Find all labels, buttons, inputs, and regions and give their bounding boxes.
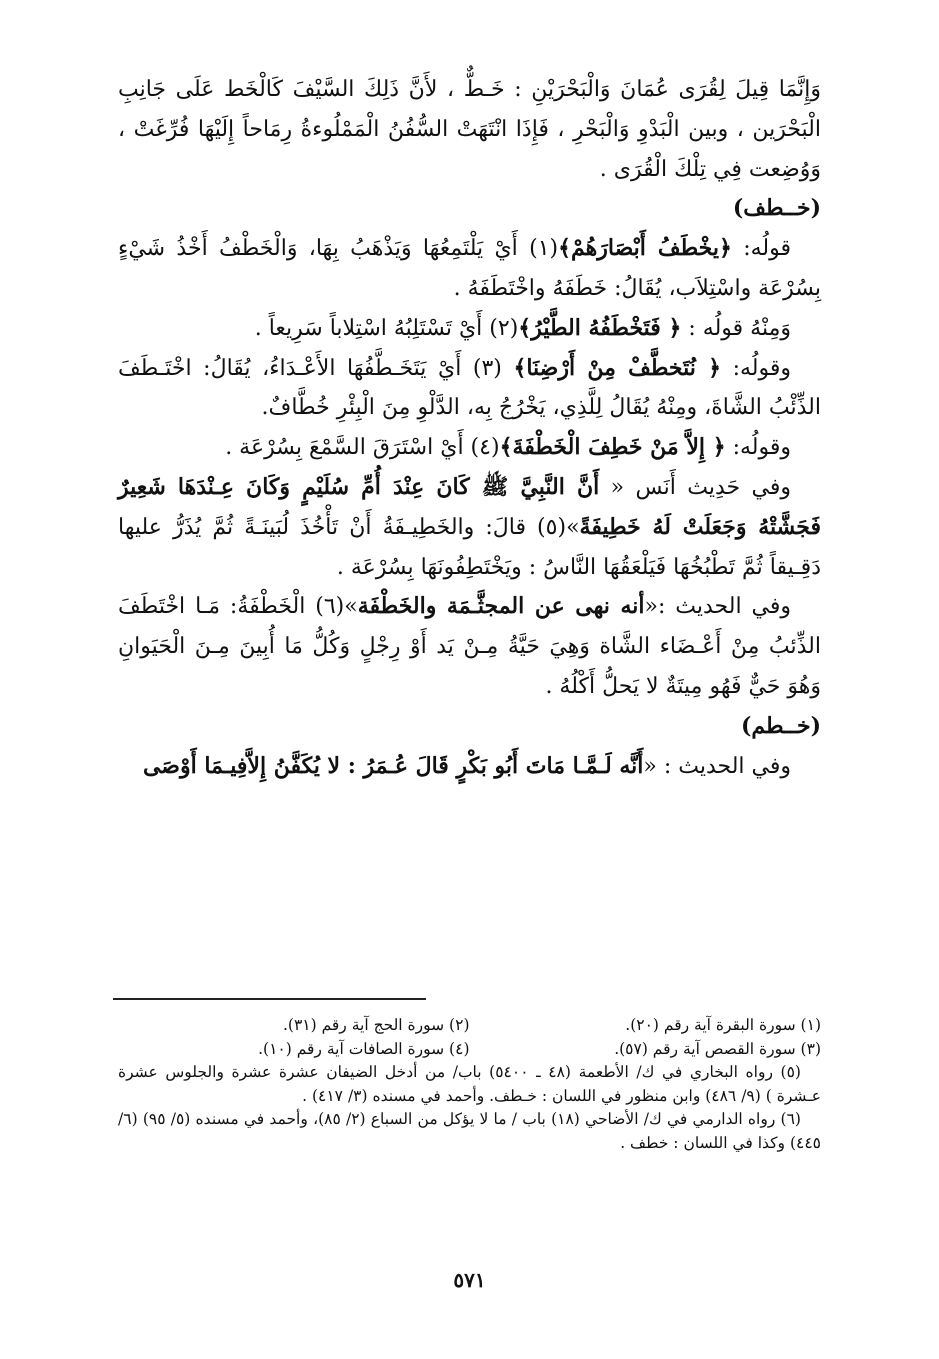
paragraph-5-lead: وفي حَدِيث أَنَس « — [599, 474, 791, 500]
paragraph-6 — [118, 587, 821, 706]
hadith-quote-3: أَنَّه لَـمَّـا مَاتَ أَبُو بَكْرٍ قَالَ عُـمَرُ : لا يُكَفَّنُ إِلاَّفِيـمَا أَوْصَى — [142, 752, 644, 779]
hadith-quote-2: أنه نهى عن المجثَّـمَة والخَطْفَة — [357, 593, 645, 620]
paragraph-3 — [118, 349, 821, 429]
paragraph-7-lead: وفي الحديث : « — [643, 753, 791, 779]
paragraph-5 — [118, 468, 821, 587]
quran-quote-3: ﴿ نُتَخطَّفْ مِنْ أَرْضِنَا﴾ — [513, 354, 721, 381]
paragraph-4-rest: (٤) أَيْ اسْتَرَقَ السَّمْعَ بِسُرْعَة . — [225, 435, 500, 461]
quran-quote-1: ﴿يخْطَفُ أَبْصَارَهُمْ﴾ — [558, 235, 732, 262]
paragraph-4 — [118, 428, 821, 468]
footnote-6: (٦) رواه الدارمي في ك/ الأضاحي (١٨) باب / ما لا يؤكل من السباع (٢/ ٨٥)، وأحمد في مسنده (٥/ ٩٥) (٦/ ٤٤٥) وكذا في اللسان : خطف . — [118, 1110, 821, 1152]
entry-heading-khataf: (خــطف) — [732, 195, 821, 222]
footnote-4: (٤) سورة الصافات آية رقم (١٠). — [258, 1039, 470, 1058]
paragraph-6-lead: وفي الحديث :« — [644, 594, 791, 620]
footnotes — [118, 1014, 821, 1155]
page-number: ٥٧١ — [453, 1268, 486, 1292]
footnote-3: (٣) سورة القصص آية رقم (٥٧). — [614, 1039, 821, 1058]
entry-heading-khatam: (خــطم) — [741, 712, 821, 739]
paragraph-7 — [118, 747, 821, 787]
paragraph-1 — [118, 229, 821, 309]
paragraph-1-lead: قولُه: — [731, 236, 791, 262]
footnote-1: (١) سورة البقرة آية رقم (٢٠). — [625, 1016, 821, 1034]
hadith-quote-1: أَنَّ النَّبِيَّ ﷺ كَانَ عِنْدَ أُمِّ سُلَيْمٍ وَكَانَ عِـنْدَهَا شَعِيرٌ فَجَشَّتْهُ وَجَعَلَتْ لَهُ خَطِيفَةً — [118, 473, 821, 540]
paragraph-4-lead: وقولُه: — [725, 435, 791, 461]
paragraph-5-rest: »(٥) قالَ: والخَطِيـفَةُ أَنْ تَأْخُذَ لُبَينَـةً ثُمَّ يُذَرُّ عليها دَقِـيقاً ثُمَّ تَطْبُخُهَا فَيَلْعَقُهَا النَّاسُ : ويَخْتَطِفُونَهَا بِسُرْعَة . — [118, 514, 821, 580]
paragraph-2-lead: وَمِنْهُ قولُه : — [681, 315, 791, 341]
intro-paragraph: وَإِنَّمَا قِيلَ لِقُرَى عُمَانَ وَالْبَحْرَيْنِ : خَـطٌّ ، لأَنَّ ذَلِكَ السَّيْفَ كَالْخَط عَلَى جَانِبِ الْبَحْرَين ، وبين الْبَدْوِ وَالْبَحْرِ ، فَإِذَا انْتَهَتْ السُّفُنُ الْمَمْلُوءةُ رِمَاحاً إِلَيْهَا فُرِّغَتْ ، وَوُضِعت فِي تِلْكَ الْقُرَى . — [118, 77, 821, 182]
footnote-row-2 — [118, 1038, 821, 1062]
footnote-2: (٢) سورة الحج آية رقم (٣١). — [282, 1016, 470, 1034]
main-text — [118, 70, 821, 786]
paragraph-2 — [118, 309, 821, 349]
paragraph-3-lead: وقولُه: — [721, 355, 791, 381]
footnote-row-1 — [118, 1014, 821, 1038]
paragraph-6-rest: »(٦) الْخَطْفَةُ: مَـا اخْتَطَفَ الذِّئبُ مِنْ أَعْـضَاء الشَّاة وَهِيَ حَيَّةُ مِـنْ يَد أَوْ رِجْلٍ وَكُلُّ مَا أُبِينَ مِـنَ الْحَيَوانِ وَهُوَ حَيٌّ فَهُو مِيتَةٌ لا يَحلُّ أَكْلُهُ . — [118, 594, 821, 699]
footnote-divider — [113, 998, 426, 1000]
quran-quote-4: ﴿ إِلاَّ مَنْ خَطِفَ الْخَطْفَةَ﴾ — [499, 434, 726, 461]
paragraph-1-rest: (١) أَيْ يَلْتَمِعُهَا وَيَذْهَبُ بِهَا، وَالْخَطْفُ أَخْذُ شَيْءٍ بِسُرْعَة واسْتِلاَب، يُقَالُ: خَطَفَهُ واخْتَطَفَهُ . — [118, 236, 821, 301]
paragraph-3-rest: (٣) أَيْ يَتَخَـطَّفُهَا الأَعْـدَاءُ، يُقَالُ: اخْتَـطَفَ الذِّئْبُ الشَّاةَ، ومِنْهُ يُقَالُ لِلَّذِي، يَخْرُجُ بِه، الدَّلْوِ مِنَ الْبِئْرِ خُطَّافٌ. — [118, 355, 821, 421]
quran-quote-2: ﴿ فَتَخْطَفُهُ الطَّيْرُ﴾ — [518, 314, 682, 341]
footnote-5: (٥) رواه البخاري في ك/ الأطعمة (٤٨ ـ ٥٤٠٠) باب/ من أدخل الضيفان عشرة عشرة والجلوس عشرة عـشرة ) (٩/ ٤٨٦) وابن منظور في اللسان : خـطف. وأحمد في مسنده (٣/ ٤١٧) . — [118, 1063, 821, 1105]
paragraph-2-rest: (٢) أَيْ تَسْتَلِبُهُ اسْتِلاباً سَرِيعاً . — [254, 315, 519, 341]
